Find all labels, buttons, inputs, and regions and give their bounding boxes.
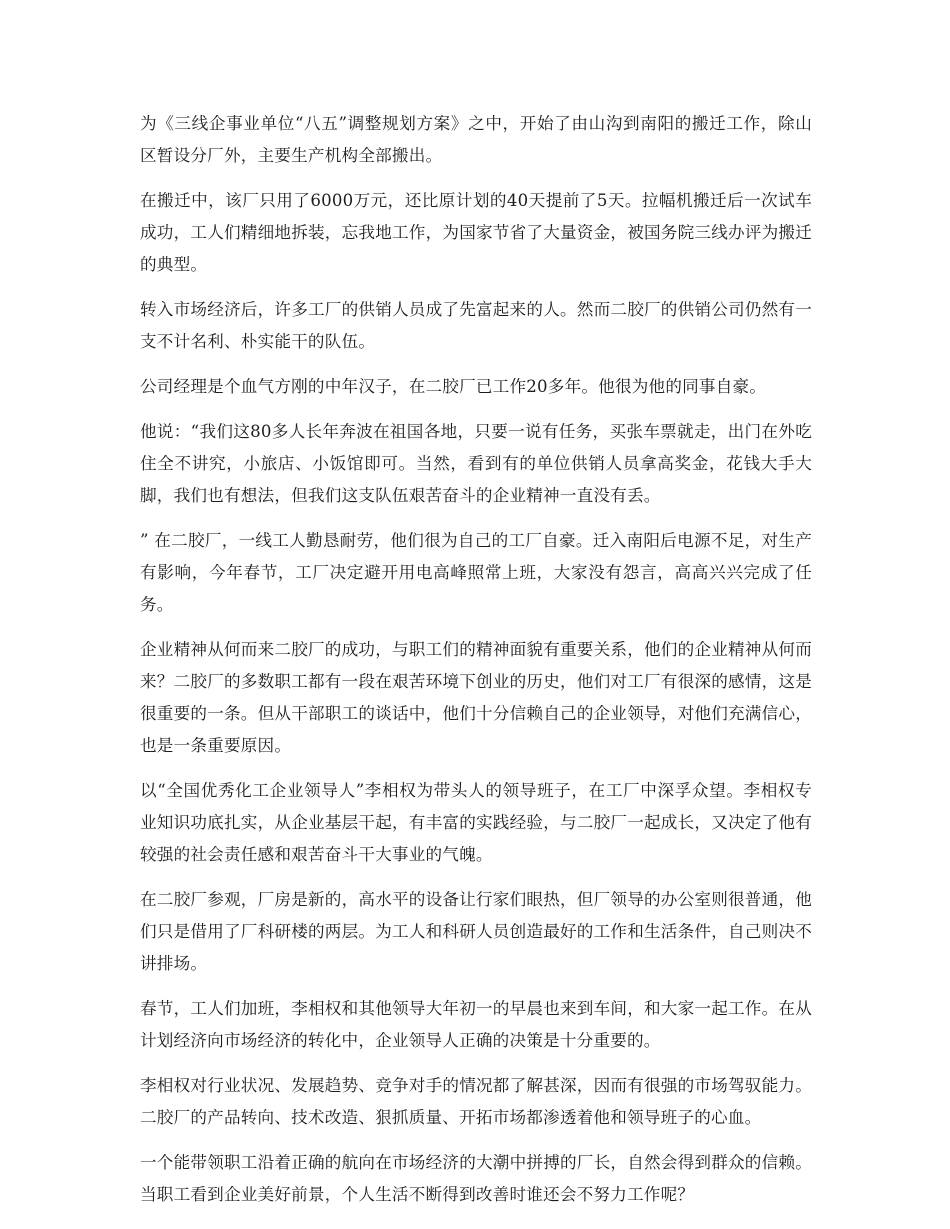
paragraph-9: 在二胶厂参观，厂房是新的，高水平的设备让行家们眼热，但厂领导的办公室则很普通，他们只是借用了厂科研楼的两层。为工人和科研人员创造最好的工作和生活条件，自己则决不讲排场。 <box>140 890 812 973</box>
paragraph-11: 李相权对行业状况、发展趋势、竞争对手的情况都了解甚深，因而有很强的市场驾驭能力。二胶厂的产品转向、技术改造、狠抓质量、开拓市场都渗透着他和领导班子的心血。 <box>140 1076 812 1127</box>
paragraph-5: 他说：“我们这80多人长年奔波在祖国各地，只要一说有任务，买张车票就走，出门在外吃住全不讲究，小旅店、小饭馆即可。当然，看到有的单位供销人员拿高奖金，花钱大手大脚，我们也有想法，但我们这支队伍艰苦奋斗的企业精神一直没有丢。 <box>140 422 812 505</box>
paragraph-4: 公司经理是个血气方刚的中年汉子，在二胶厂已工作20多年。他很为他的同事自豪。 <box>140 377 767 396</box>
paragraph-1: 为《三线企事业单位“八五”调整规划方案》之中，开始了由山沟到南阳的搬迁工作，除山区暂设分厂外，主要生产机构全部搬出。 <box>140 114 812 165</box>
paragraph-3: 转入市场经济后，许多工厂的供销人员成了先富起来的人。然而二胶厂的供销公司仍然有一支不计名利、朴实能干的队伍。 <box>140 300 812 351</box>
paragraph-2: 在搬迁中，该厂只用了6000万元，还比原计划的40天提前了5天。拉幅机搬迁后一次试车成功，工人们精细地拆装，忘我地工作，为国家节省了大量资金，被国务院三线办评为搬迁的典型。 <box>140 191 812 274</box>
paragraph-12: 一个能带领职工沿着正确的航向在市场经济的大潮中拼搏的厂长，自然会得到群众的信赖。当职工看到企业美好前景，个人生活不断得到改善时谁还会不努力工作呢？ <box>140 1153 812 1204</box>
paragraph-7: 企业精神从何而来二胶厂的成功，与职工们的精神面貌有重要关系，他们的企业精神从何而来？二胶厂的多数职工都有一段在艰苦环境下创业的历史，他们对工厂有很深的感情，这是很重要的一条。但从干部职工的谈话中，他们十分信赖自己的企业领导，对他们充满信心，也是一条重要原因。 <box>140 640 812 755</box>
document-page <box>140 108 812 1224</box>
paragraph-10: 春节，工人们加班，李相权和其他领导大年初一的早晨也来到车间，和大家一起工作。在从计划经济向市场经济的转化中，企业领导人正确的决策是十分重要的。 <box>140 999 812 1050</box>
paragraph-6: ” 在二胶厂，一线工人勤恳耐劳，他们很为自己的工厂自豪。迁入南阳后电源不足，对生产有影响，今年春节，工厂决定避开用电高峰照常上班，大家没有怨言，高高兴兴完成了任务。 <box>140 531 812 614</box>
paragraph-8: 以“全国优秀化工企业领导人”李相权为带头人的领导班子，在工厂中深孚众望。李相权专业知识功底扎实，从企业基层干起，有丰富的实践经验，与二胶厂一起成长，又决定了他有较强的社会责任感和艰苦奋斗干大事业的气魄。 <box>140 781 812 864</box>
